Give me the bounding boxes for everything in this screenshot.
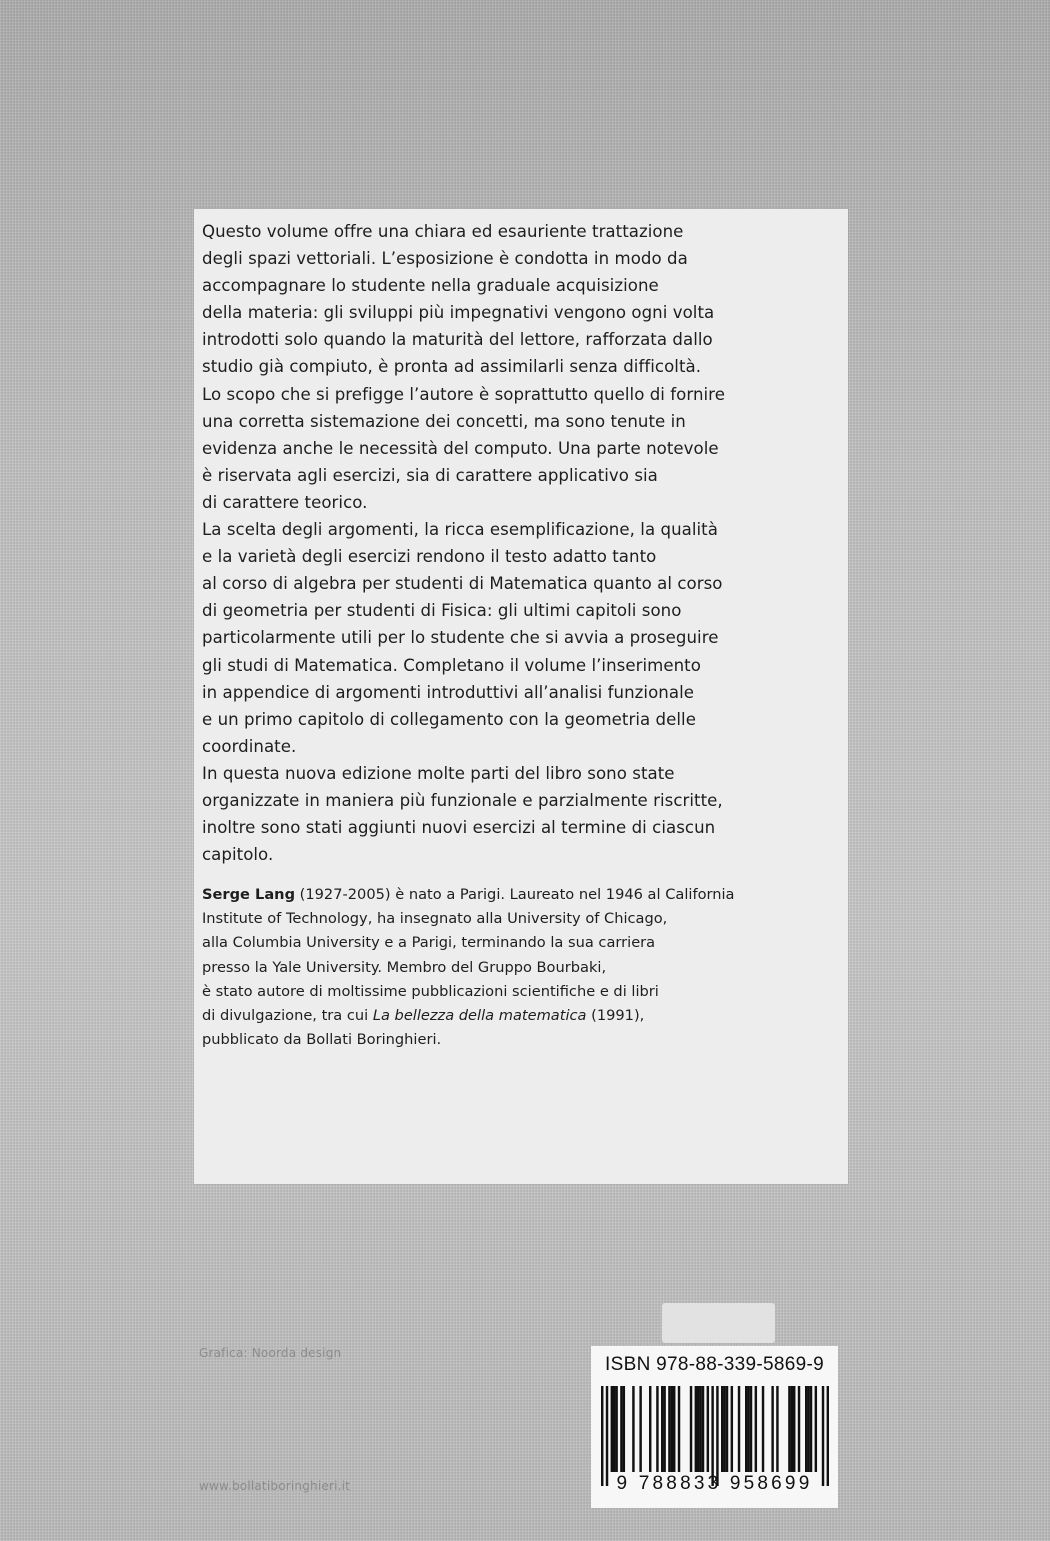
- description-line: In questa nuova edizione molte parti del libro sono state: [202, 763, 675, 783]
- barcode-bar: [673, 1386, 675, 1472]
- barcode-bar: [707, 1386, 709, 1472]
- barcode-bar: [702, 1386, 704, 1472]
- bio-line: [202, 883, 842, 907]
- barcode-bar: [822, 1386, 824, 1486]
- barcode-bar: [620, 1386, 622, 1472]
- description-line: e un primo capitolo di collegamento con la geometria delle: [202, 709, 696, 729]
- description-line: Lo scopo che si prefigge l’autore è soprattutto quello di fornire: [202, 384, 725, 404]
- barcode-bar: [805, 1386, 807, 1472]
- bio-line: [202, 1004, 842, 1028]
- barcode-bar: [776, 1386, 778, 1472]
- description-line: e la varietà degli esercizi rendono il testo adatto tanto: [202, 547, 657, 567]
- barcode-bar: [623, 1386, 625, 1472]
- barcode-bar: [788, 1386, 790, 1472]
- description-line: evidenza anche le necessità del computo. Una parte notevole: [202, 438, 719, 458]
- description-line: capitolo.: [202, 845, 274, 865]
- barcode-bars: [601, 1386, 829, 1486]
- bio-line: è stato autore di moltissime pubblicazioni scientifiche e di libri: [202, 982, 659, 1000]
- design-credit: Grafica: Noorda design: [199, 1346, 342, 1360]
- barcode-bar: [721, 1386, 723, 1472]
- barcode-bar: [697, 1386, 699, 1472]
- barcode-bar: [815, 1386, 817, 1472]
- bio-text: (1991),: [586, 1007, 645, 1025]
- description-line: studio già compiuto, è pronta ad assimilarli senza difficoltà.: [202, 357, 702, 377]
- bio-line: Institute of Technology, ha insegnato alla University of Chicago,: [202, 910, 668, 928]
- barcode-bar: [671, 1386, 673, 1472]
- barcode-bar: [632, 1386, 634, 1472]
- barcode-bar: [747, 1386, 749, 1472]
- barcode-bar: [810, 1386, 812, 1472]
- referenced-book-title: La bellezza della matematica: [372, 1007, 587, 1025]
- author-name: Serge Lang: [202, 886, 296, 903]
- barcode-bar: [668, 1386, 670, 1472]
- description-line: di geometria per studenti di Fisica: gli ultimi capitoli sono: [202, 601, 682, 621]
- publisher-website: www.bollatiboringhieri.it: [199, 1479, 351, 1493]
- description-line: è riservata agli esercizi, sia di carattere applicativo sia: [202, 465, 658, 485]
- barcode-bar: [711, 1386, 713, 1486]
- barcode-bar: [827, 1386, 829, 1486]
- barcode-bar: [639, 1386, 641, 1472]
- back-cover-text-panel: [194, 209, 848, 1184]
- barcode-bar: [726, 1386, 728, 1472]
- description-line: al corso di algebra per studenti di Matematica quanto al corso: [202, 574, 723, 594]
- barcode-bar: [699, 1386, 701, 1472]
- description-line: di carattere teorico.: [202, 492, 368, 512]
- barcode-bar: [663, 1386, 665, 1472]
- description-line: La scelta degli argomenti, la ricca esemplificazione, la qualità: [202, 520, 718, 540]
- bio-text: di divulgazione, tra cui: [202, 1007, 373, 1025]
- barcode-bar: [611, 1386, 613, 1472]
- isbn-label: ISBN 978-88-339-5869-9: [605, 1354, 824, 1375]
- description-line: organizzate in maniera più funzionale e parzialmente riscritte,: [202, 790, 723, 810]
- barcode-bar: [755, 1386, 757, 1472]
- barcode-bar: [807, 1386, 809, 1472]
- barcode-bar: [716, 1386, 718, 1486]
- barcode-bar: [723, 1386, 725, 1472]
- barcode-bar: [750, 1386, 752, 1472]
- barcode-bar: [690, 1386, 692, 1472]
- barcode-digits: 9 788833 958699: [616, 1473, 813, 1494]
- barcode-bar: [738, 1386, 740, 1472]
- barcode-bar: [678, 1386, 680, 1472]
- barcode-bar: [762, 1386, 764, 1472]
- book-description: [202, 218, 842, 868]
- barcode-bar: [606, 1386, 608, 1486]
- description-line: degli spazi vettoriali. L’esposizione è condotta in modo da: [202, 249, 688, 269]
- barcode-bar: [793, 1386, 795, 1472]
- barcode-bar: [745, 1386, 747, 1472]
- barcode-bar: [649, 1386, 651, 1472]
- description-line: introdotti solo quando la maturità del lettore, rafforzata dallo: [202, 330, 713, 350]
- bio-line: alla Columbia University e a Parigi, terminando la sua carriera: [202, 934, 656, 952]
- barcode-bar: [601, 1386, 603, 1486]
- description-line: Questo volume offre una chiara ed esauriente trattazione: [202, 222, 684, 241]
- barcode-bar: [613, 1386, 615, 1472]
- description-line: in appendice di argomenti introduttivi all’analisi funzionale: [202, 682, 694, 702]
- price-sticker: [662, 1303, 775, 1343]
- bio-text: (1927-2005) è nato a Parigi. Laureato nel 1946 al California: [295, 886, 735, 903]
- description-line: una corretta sistemazione dei concetti, ma sono tenute in: [202, 411, 686, 431]
- description-line: della materia: gli sviluppi più impegnativi vengono ogni volta: [202, 303, 715, 323]
- barcode-bar: [771, 1386, 773, 1472]
- barcode-bar: [661, 1386, 663, 1472]
- barcode-bar: [798, 1386, 800, 1472]
- description-line: accompagnare lo studente nella graduale acquisizione: [202, 276, 659, 296]
- bio-line: pubblicato da Bollati Boringhieri.: [202, 1031, 442, 1049]
- barcode-bar: [695, 1386, 697, 1472]
- author-biography: [202, 883, 842, 1052]
- barcode-bar: [731, 1386, 733, 1472]
- description-line: coordinate.: [202, 736, 297, 756]
- bio-line: presso la Yale University. Membro del Gruppo Bourbaki,: [202, 958, 607, 976]
- barcode-bar: [791, 1386, 793, 1472]
- description-line: inoltre sono stati aggiunti nuovi esercizi al termine di ciascun: [202, 818, 716, 838]
- barcode-bar: [615, 1386, 617, 1472]
- barcode-bar: [656, 1386, 658, 1472]
- description-line: gli studi di Matematica. Completano il volume l’inserimento: [202, 655, 701, 675]
- description-line: particolarmente utili per lo studente che si avvia a proseguire: [202, 628, 719, 648]
- isbn-barcode: [591, 1346, 838, 1508]
